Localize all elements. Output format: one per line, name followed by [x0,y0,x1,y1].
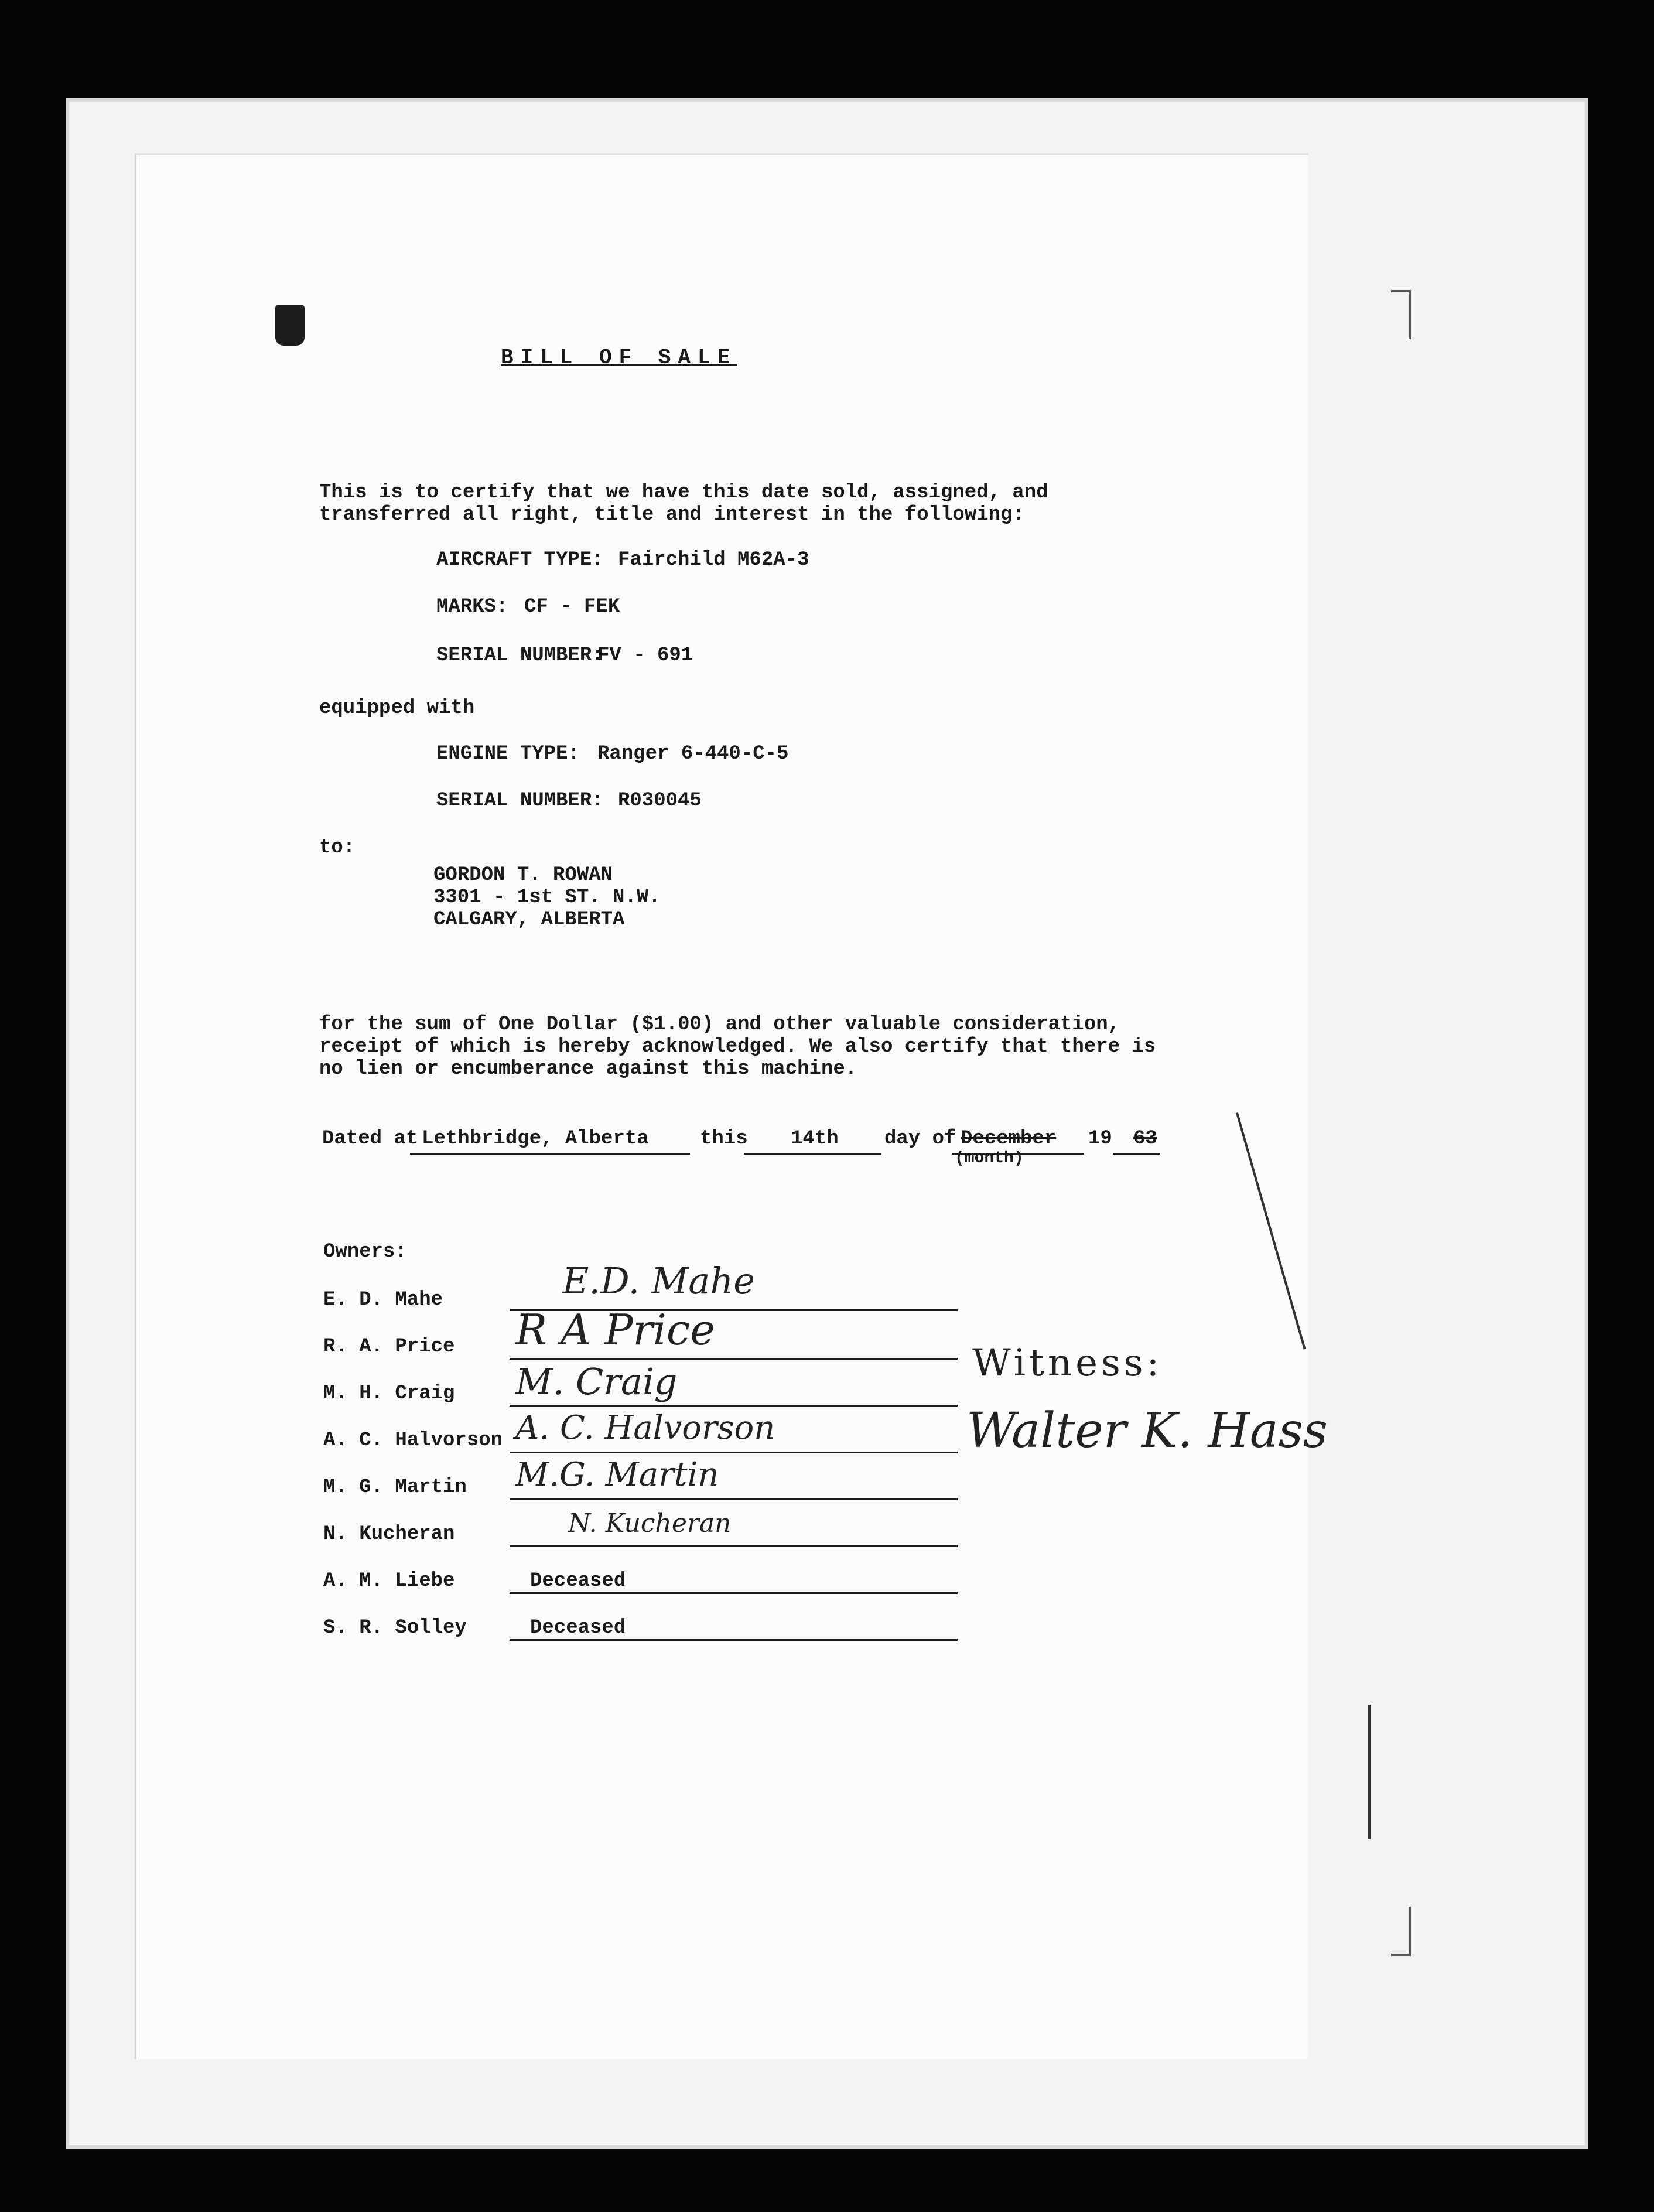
owner-signature: M. Craig [515,1360,678,1403]
signature-line [510,1545,958,1547]
signature-line [510,1498,958,1500]
signature-line [510,1452,958,1453]
buyer-street: 3301 - 1st ST. N.W. [433,886,661,909]
owner-name: A. C. Halvorson [323,1429,503,1452]
owner-name: M. G. Martin [323,1476,467,1498]
dated-day: 14th [791,1128,839,1150]
owner-signature: M.G. Martin [515,1456,719,1494]
owner-signature: N. Kucheran [568,1508,732,1538]
dated-at-label: Dated at [322,1128,418,1150]
owner-name: A. M. Liebe [323,1570,455,1592]
engine-type-label: ENGINE TYPE: [436,743,580,765]
owner-name: E. D. Mahe [323,1289,443,1311]
owner-signature: R A Price [515,1305,715,1354]
paper-clip-mark [275,305,305,346]
owner-name: S. R. Solley [323,1617,467,1639]
year-prefix: 19 [1088,1128,1112,1150]
witness-label: Witness: [972,1341,1163,1385]
owner-signature: A. C. Halvorson [515,1409,775,1447]
margin-bracket-top [1391,290,1411,339]
aircraft-type-label: AIRCRAFT TYPE: [436,549,604,571]
year-suffix: 63 [1133,1128,1157,1150]
aircraft-serial-label: SERIAL NUMBER: [436,644,604,667]
day-of-label: day of [884,1128,956,1150]
engine-serial-label: SERIAL NUMBER: [436,790,604,812]
owners-label: Owners: [323,1241,407,1263]
owner-name: R. A. Price [323,1336,455,1358]
document-title: BILL OF SALE [501,346,737,370]
dated-month: December [961,1128,1057,1150]
signature-line [510,1639,958,1641]
to-label: to: [319,837,356,859]
engine-serial-value: R030045 [618,790,702,812]
marks-value: CF - FEK [524,596,620,618]
consideration-line-1: for the sum of One Dollar ($1.00) and other valuable consideration, [319,1013,1120,1036]
signature-line [510,1405,958,1407]
aircraft-type-value: Fairchild M62A-3 [618,549,809,571]
engine-type-value: Ranger 6-440-C-5 [597,743,789,765]
document-sheet [135,153,1308,2059]
day-underline [744,1153,881,1155]
owner-status: Deceased [530,1570,626,1592]
owner-name: N. Kucheran [323,1523,455,1545]
signature-line [510,1592,958,1594]
equipped-with: equipped with [319,697,475,719]
consideration-line-3: no lien or encumberance against this machine. [319,1058,857,1080]
signature-line [510,1358,958,1360]
owner-status: Deceased [530,1617,626,1639]
buyer-city: CALGARY, ALBERTA [433,909,625,931]
this-label: this [700,1128,748,1150]
margin-bracket-bottom [1391,1907,1411,1956]
margin-rule [1368,1705,1371,1839]
buyer-name: GORDON T. ROWAN [433,864,613,886]
intro-line-2: transferred all right, title and interest in the following: [319,504,1024,526]
owner-signature: E.D. Mahe [562,1259,755,1302]
place-underline [410,1153,690,1155]
month-caption: (month) [955,1149,1024,1168]
year-underline [1113,1153,1160,1155]
marks-label: MARKS: [436,596,508,618]
owner-name: M. H. Craig [323,1383,455,1405]
witness-signature: Walter K. Hass [966,1403,1328,1459]
dated-place: Lethbridge, Alberta [422,1128,649,1150]
consideration-line-2: receipt of which is hereby acknowledged. We also certify that there is [319,1036,1156,1058]
intro-line-1: This is to certify that we have this date sold, assigned, and [319,482,1048,504]
aircraft-serial-value: FV - 691 [597,644,693,667]
